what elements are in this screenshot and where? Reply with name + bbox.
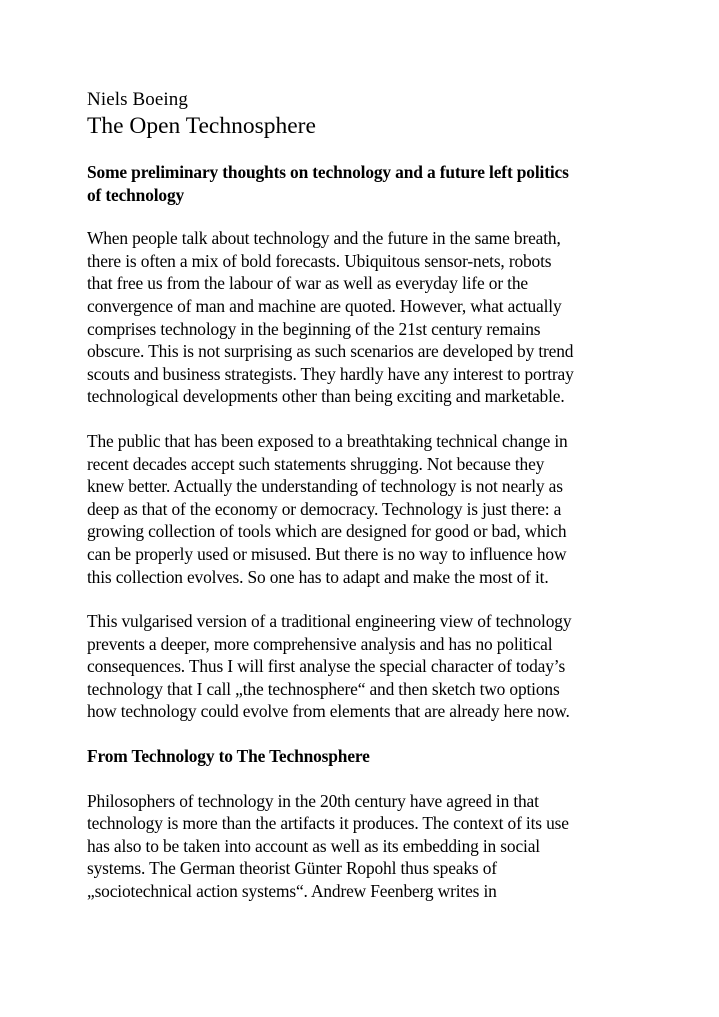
text-line: this collection evolves. So one has to adapt and make the most of it. [87,566,549,587]
document-page [87,89,687,925]
paragraph-vulgarised [87,610,687,723]
text-line: obscure. This is not surprising as such scenarios are developed by trend [87,341,574,362]
text-line: The public that has been exposed to a breathtaking technical change in [87,430,568,451]
subtitle-line: of technology [87,184,185,205]
text-line: technology that I call „the technosphere“ and then sketch two options [87,678,560,699]
text-line: convergence of man and machine are quoted. However, what actually [87,295,562,316]
document-subtitle [87,161,687,206]
section-heading: From Technology to The Technosphere [87,746,370,767]
text-line: prevents a deeper, more comprehensive analysis and has no political [87,633,553,654]
subtitle-line: Some preliminary thoughts on technology and a future left politics [87,162,569,182]
text-line: can be properly used or misused. But there is no way to influence how [87,543,567,564]
text-line: has also to be taken into account as well as its embedding in social [87,835,540,856]
text-line: scouts and business strategists. They hardly have any interest to portray [87,363,574,384]
text-line: how technology could evolve from elements that are already here now. [87,701,570,722]
paragraph-intro [87,227,687,408]
text-line: technological developments other than being exciting and marketable. [87,386,565,407]
text-line: technology is more than the artifacts it produces. The context of its use [87,813,569,834]
text-line: Philosophers of technology in the 20th century have agreed in that [87,790,539,811]
paragraph-philosophers [87,790,687,903]
text-line: comprises technology in the beginning of the 21st century remains [87,318,541,339]
text-line: consequences. Thus I will first analyse the special character of today’s [87,656,566,677]
text-line: that free us from the labour of war as well as everyday life or the [87,273,528,294]
document-title: The Open Technosphere [87,113,316,139]
text-line: recent decades accept such statements shrugging. Not because they [87,453,545,474]
text-line: deep as that of the economy or democracy. Technology is just there: a [87,498,562,519]
text-line: When people talk about technology and the future in the same breath, [87,228,561,249]
text-line: systems. The German theorist Günter Ropohl thus speaks of [87,858,497,879]
text-line: „sociotechnical action systems“. Andrew Feenberg writes in [87,881,497,902]
author-name: Niels Boeing [87,89,188,110]
text-line: growing collection of tools which are designed for good or bad, which [87,521,567,542]
paragraph-public [87,430,687,588]
text-line: there is often a mix of bold forecasts. Ubiquitous sensor-nets, robots [87,250,552,271]
text-line: knew better. Actually the understanding of technology is not nearly as [87,476,563,497]
text-line: This vulgarised version of a traditional engineering view of technology [87,611,572,632]
